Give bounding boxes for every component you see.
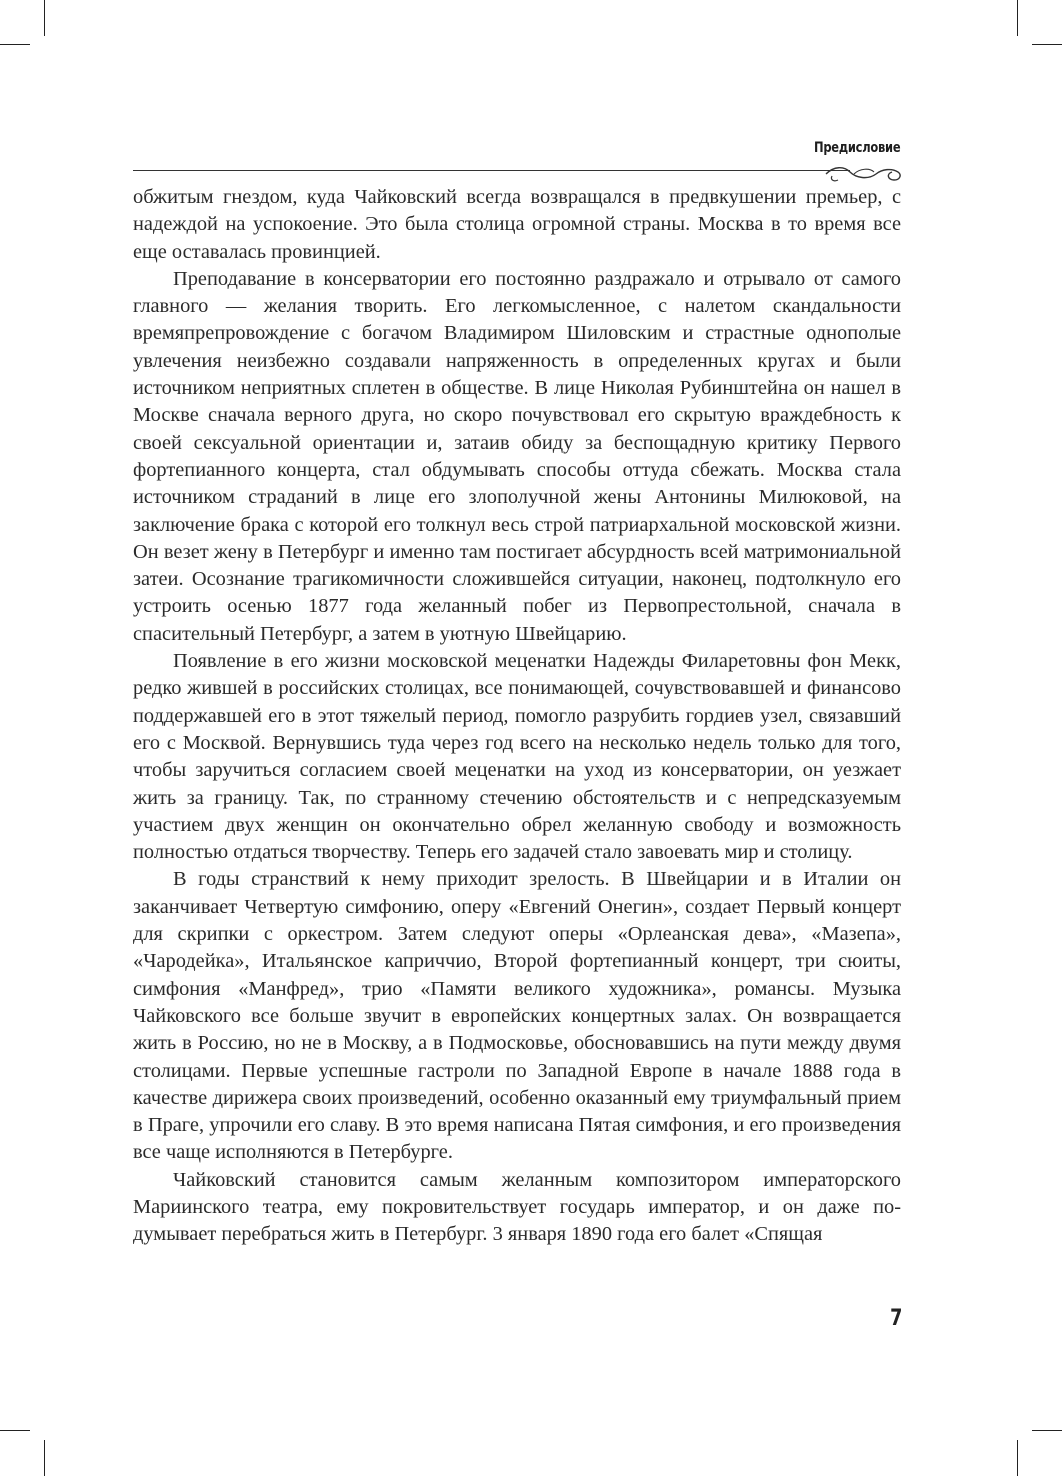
crop-mark-bottom-right-vertical [1017,1440,1018,1476]
running-header: Предисловие [813,140,900,156]
paragraph-5: Чайковский становится самым желанным композитором императорского Мариинского театра, ему покровительствует государь император, и он даже подумывает перебраться жить в Петербург. 3 января 1890 года его балет «Спящая [133,1168,901,1246]
crop-mark-top-right-horizontal [1032,44,1062,45]
paragraph-2: Преподавание в консерватории его постоянно раздражало и отрывало от самого главного — желания творить. Его легкомысленное, с налетом скандальности времяпрепровождение с богачом Владимиром Шиловским и страстные однополые увлечения неизбежно создавали напряженность в определенных кругах и были источником неприятных сплетен в обществе. В лице Николая Рубинштейна он нашел в Москве сначала верного друга, но скоро почувствовал его скрытую враждебность к своей сексуальной ориентации и, затаив обиду за беспощадную критику Первого фортепианного концерта, стал обдумывать способы оттуда сбежать. Москва стала источником страданий в лице его злополучной жены Антонины Милюковой, на заключение брака с которой его толкнул весь строй патриархальной московской жизни. Он везет жену в Петербург и именно там постигает абсурдность всей матримониальной затеи. Осознание трагикомичности сложившейся ситуации, наконец, подтолкнуло его устроить осенью 1877 года желанный побег из Первопрестольной, сначала в спасительный Петербург, а затем в уютную Швейцарию. [133,267,901,645]
paragraph-3: Появление в его жизни московской меценатки Надежды Филаретовны фон Мекк, редко жившей в российских столицах, все понимающей, сочувствовавшей и финансово поддержавшей его в этот тяжелый период, помогло разрубить гордиев узел, связавший его с Москвой. Вернувшись туда через год всего на несколько недель только для того, чтобы заручиться согласием своей меценатки на уход из консерватории, он уезжает жить за границу. Так, по странному стечению обстоятельств и с непредсказуемым участием двух женщин он окончательно обрел желанную свободу и возможность полностью отдаться творчеству. Теперь его задачей стало завоевать мир и столицу. [133,650,901,864]
crop-mark-top-left-vertical [44,0,45,36]
flourish-ornament-icon [824,158,904,186]
crop-mark-bottom-left-vertical [44,1440,45,1476]
crop-mark-bottom-left-horizontal [0,1430,30,1431]
body-text [133,184,901,1249]
paragraph-1: обжитым гнездом, куда Чайковский всегда возвращался в предвкушении премьер, с надеждой на успокоение. Это была столица огромной страны. Москва в то время все еще оставалась провинцией. [133,186,901,263]
page-number: 7 [889,1306,902,1331]
paragraph-4: В годы странствий к нему приходит зрелость. В Швейцарии и в Италии он заканчивает Четвертую симфонию, оперу «Евгений Онегин», создает Первый концерт для скрипки с оркестром. Затем следуют оперы «Орлеанская дева», «Мазепа», «Чародейка», Итальянское каприччио, Второй фортепианный концерт, три сюиты, симфония «Манфред», трио «Памяти великого художника», романсы. Музыка Чайковского все больше звучит в европейских концертных залах. Он возвращается жить в Россию, но не в Москву, а в Подмосковье, обосновавшись на пути между двумя столицами. Первые успешные гастроли по Западной Европе в начале 1888 года в качестве дирижера своих произведений, особенно оказанный ему триумфальный прием в Праге, упрочили его славу. В это время написана Пятая симфония, и его произведения все чаще исполняются в Петербурге. [133,868,901,1164]
crop-mark-top-right-vertical [1017,0,1018,36]
crop-mark-top-left-horizontal [0,44,30,45]
crop-mark-bottom-right-horizontal [1032,1430,1062,1431]
header-rule [133,170,850,171]
